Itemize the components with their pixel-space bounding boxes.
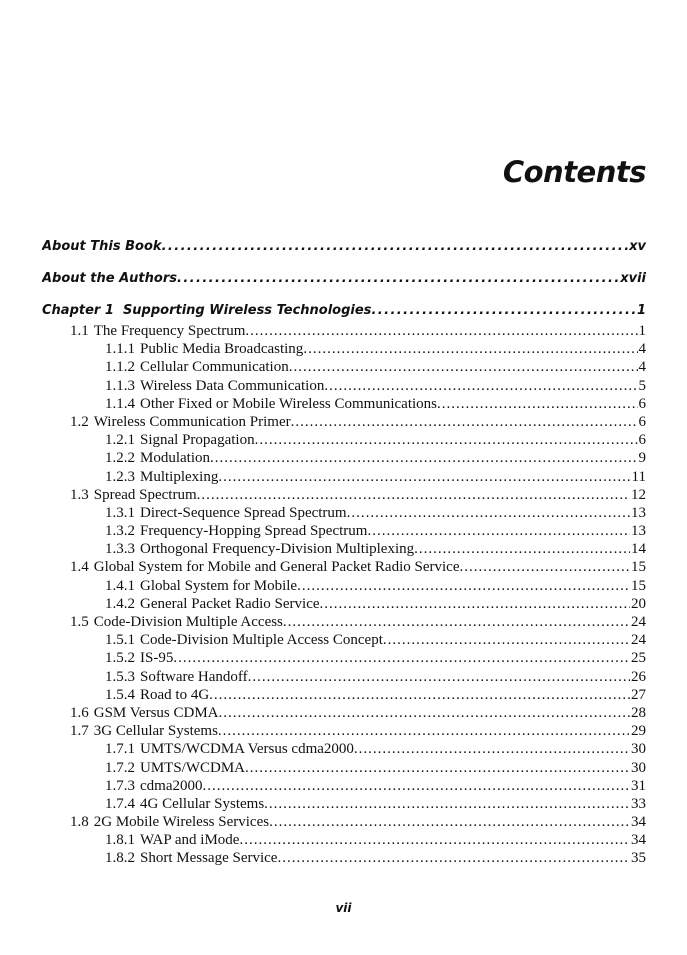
toc-entry-number: 1.5.1 <box>105 632 135 649</box>
toc-entry-page: 5 <box>638 377 646 394</box>
dot-leader <box>320 595 630 613</box>
table-of-contents <box>42 236 646 868</box>
toc-entry-number: 1.6 <box>70 704 89 721</box>
toc-entry-label <box>105 449 210 467</box>
toc-entry-page: 33 <box>631 795 646 812</box>
toc-entry-page: 4 <box>638 359 646 376</box>
toc-entry <box>42 813 646 831</box>
dot-leader <box>248 668 630 686</box>
toc-entry-page: 11 <box>631 468 646 485</box>
toc-entry-label <box>105 522 367 540</box>
toc-entry-page: 6 <box>638 413 646 430</box>
toc-entry-title: cdma2000 <box>140 777 203 794</box>
dot-leader <box>414 540 630 558</box>
toc-entry-page: 4 <box>638 341 646 358</box>
dot-leader <box>218 722 630 740</box>
dot-leader <box>371 300 636 321</box>
toc-entry-title: WAP and iMode <box>140 832 240 849</box>
toc-entry-title: Wireless Data Communication <box>140 377 325 394</box>
dot-leader <box>245 759 630 777</box>
toc-entry-number: 1.8.1 <box>105 832 135 849</box>
toc-entry-page: 15 <box>631 559 646 576</box>
dot-leader <box>367 522 630 540</box>
toc-entry-page: 35 <box>631 850 646 867</box>
toc-entry-page: 27 <box>631 686 646 703</box>
toc-entry-number: 1.5.3 <box>105 668 135 685</box>
dot-leader <box>197 486 630 504</box>
toc-entry-title: UMTS/WCDMA <box>140 759 246 776</box>
toc-entry-title: GSM Versus CDMA <box>93 704 219 721</box>
toc-entry-page: 20 <box>631 595 646 612</box>
dot-leader <box>255 431 638 449</box>
toc-entry-label <box>70 413 291 431</box>
toc-entry-number: 1.7 <box>70 723 89 740</box>
toc-entry-number: 1.3.2 <box>105 523 135 540</box>
toc-entry-title: Other Fixed or Mobile Wireless Communications <box>140 395 437 412</box>
toc-entry-about-this-book <box>42 236 646 257</box>
toc-entry-label: About This Book <box>42 239 162 254</box>
page-title: Contents <box>502 155 646 189</box>
toc-entry <box>42 777 646 795</box>
toc-entry-label <box>105 340 303 358</box>
toc-entry <box>42 322 646 340</box>
toc-entry-label <box>105 740 354 758</box>
dot-leader <box>218 468 630 486</box>
toc-entry <box>42 649 646 667</box>
toc-entry-page: 34 <box>631 814 646 831</box>
toc-entry-title: 2G Mobile Wireless Services <box>93 814 270 831</box>
toc-entry <box>42 831 646 849</box>
toc-entry-title: Global System for Mobile and General Packet Radio Service <box>93 559 460 576</box>
toc-entry <box>42 795 646 813</box>
toc-entry-label <box>105 504 347 522</box>
dot-leader <box>303 340 637 358</box>
toc-entry-title: General Packet Radio Service <box>140 595 320 612</box>
toc-entry-number: 1.5.4 <box>105 686 135 703</box>
toc-entry-label <box>105 358 289 376</box>
toc-entry <box>42 704 646 722</box>
toc-entry-title: Frequency-Hopping Spread Spectrum <box>140 523 368 540</box>
toc-entry-title: Cellular Communication <box>140 359 289 376</box>
dot-leader <box>460 558 631 576</box>
toc-entry-label <box>70 813 269 831</box>
toc-entry-title: Short Message Service <box>140 850 278 867</box>
toc-entry-number: 1.2.3 <box>105 468 135 485</box>
toc-entry <box>42 686 646 704</box>
toc-entry-title: 3G Cellular Systems <box>93 723 218 740</box>
toc-entry-number: 1.3.3 <box>105 541 135 558</box>
dot-leader <box>354 740 630 758</box>
toc-entry-label <box>70 486 197 504</box>
toc-entry <box>42 431 646 449</box>
toc-entry <box>42 449 646 467</box>
toc-entry-label <box>105 777 202 795</box>
toc-entry <box>42 849 646 867</box>
toc-entry-title: Global System for Mobile <box>140 577 298 594</box>
dot-leader <box>219 704 631 722</box>
toc-entry-number: 1.7.1 <box>105 741 135 758</box>
toc-entry-title: Software Handoff <box>140 668 248 685</box>
toc-entry-label <box>70 722 218 740</box>
toc-entry-title: IS-95 <box>140 650 174 667</box>
toc-entry-chapter-1 <box>42 300 646 321</box>
toc-entry-number: 1.7.3 <box>105 777 135 794</box>
toc-entry-title: Spread Spectrum <box>93 486 197 503</box>
toc-entry-title: Multiplexing <box>140 468 219 485</box>
toc-entry-label: Chapter 1 Supporting Wireless Technologies <box>42 303 372 318</box>
toc-entry-page: 24 <box>631 614 646 630</box>
toc-entry-title: Orthogonal Frequency-Division Multiplexing <box>140 541 415 558</box>
toc-entry <box>42 595 646 613</box>
toc-entry-number: 1.1 <box>70 323 89 339</box>
dot-leader <box>162 236 629 257</box>
dot-leader <box>269 813 630 831</box>
toc-entry-label <box>70 613 283 631</box>
toc-entry <box>42 558 646 576</box>
dot-leader <box>283 613 630 631</box>
toc-entry <box>42 668 646 686</box>
toc-entry-label <box>105 395 437 413</box>
toc-entry-page: 9 <box>638 450 646 467</box>
toc-entry-label <box>105 577 297 595</box>
toc-entry-title: Public Media Broadcasting <box>140 341 304 358</box>
toc-entry-number: 1.3 <box>70 486 89 503</box>
toc-entry-title: UMTS/WCDMA Versus cdma2000 <box>140 741 354 758</box>
toc-entry <box>42 468 646 486</box>
toc-entry-number: 1.7.4 <box>105 795 135 812</box>
toc-entry-page: 6 <box>638 395 646 412</box>
toc-entry-label <box>105 431 255 449</box>
dot-leader <box>324 377 637 395</box>
toc-entry-page: 14 <box>631 541 646 558</box>
toc-entry-page: 12 <box>631 486 646 503</box>
toc-entry-number: 1.4 <box>70 559 89 576</box>
toc-entry-number: 1.2.2 <box>105 450 135 467</box>
toc-entry-label <box>70 704 219 722</box>
toc-entry <box>42 377 646 395</box>
toc-entry-title: Modulation <box>140 450 210 467</box>
toc-entry <box>42 504 646 522</box>
toc-entry-label <box>105 849 277 867</box>
toc-entry-page: 29 <box>631 723 646 740</box>
toc-entry-number: 1.2 <box>70 413 89 430</box>
toc-entry-number: 1.7.2 <box>105 759 135 776</box>
dot-leader <box>297 577 630 595</box>
toc-entry <box>42 358 646 376</box>
toc-entry <box>42 722 646 740</box>
dot-leader <box>264 795 630 813</box>
toc-entry-page: 6 <box>638 432 646 449</box>
toc-entry-number: 1.4.1 <box>105 577 135 594</box>
toc-entry-number: 1.3.1 <box>105 504 135 521</box>
toc-entry-page: xv <box>629 239 646 254</box>
toc-entry-title: Code-Division Multiple Access <box>93 614 283 630</box>
toc-entry-page: 28 <box>631 704 646 721</box>
toc-entry-label <box>70 558 460 576</box>
toc-entry-page: 1 <box>636 303 646 318</box>
toc-entry <box>42 395 646 413</box>
dot-leader <box>209 686 630 704</box>
toc-entry <box>42 759 646 777</box>
toc-entry-page: 13 <box>631 523 646 540</box>
toc-entry-label <box>70 322 245 340</box>
dot-leader <box>239 831 630 849</box>
toc-entry-page: xvii <box>620 271 646 286</box>
toc-entry-page: 31 <box>631 777 646 794</box>
dot-leader <box>291 413 638 431</box>
toc-entry-title: Direct-Sequence Spread Spectrum <box>140 504 347 521</box>
toc-entry-number: 1.8.2 <box>105 850 135 867</box>
toc-entry <box>42 613 646 631</box>
toc-entry <box>42 577 646 595</box>
toc-entry-number: 1.1.3 <box>105 377 135 394</box>
toc-entry-label <box>105 540 414 558</box>
toc-entry <box>42 631 646 649</box>
toc-entry-title: 4G Cellular Systems <box>140 795 265 812</box>
toc-entry <box>42 413 646 431</box>
page-number: vii <box>335 901 352 915</box>
toc-entry <box>42 540 646 558</box>
toc-section-list <box>42 322 646 868</box>
toc-entry-number: 1.5 <box>70 614 89 630</box>
toc-entry-number: 1.4.2 <box>105 595 135 612</box>
toc-entry-label <box>105 649 173 667</box>
toc-entry-label <box>105 686 209 704</box>
dot-leader <box>277 849 630 867</box>
toc-entry-page: 34 <box>631 832 646 849</box>
toc-entry-label <box>105 831 239 849</box>
toc-entry-title: The Frequency Spectrum <box>93 323 246 339</box>
toc-entry-label <box>105 377 324 395</box>
toc-entry-number: 1.8 <box>70 814 89 831</box>
toc-entry <box>42 522 646 540</box>
toc-entry-about-the-authors <box>42 268 646 289</box>
toc-entry-label: About the Authors <box>42 271 177 286</box>
toc-entry-label <box>105 668 248 686</box>
dot-leader <box>289 358 638 376</box>
toc-entry-page: 25 <box>631 650 646 667</box>
toc-entry-label <box>105 759 245 777</box>
toc-entry-page: 30 <box>631 741 646 758</box>
toc-entry-page: 30 <box>631 759 646 776</box>
dot-leader <box>210 449 638 467</box>
dot-leader <box>177 268 619 289</box>
toc-entry <box>42 486 646 504</box>
dot-leader <box>383 631 630 649</box>
toc-entry <box>42 740 646 758</box>
toc-entry-page: 26 <box>631 668 646 685</box>
toc-entry-label <box>105 631 383 649</box>
toc-entry-title: Road to 4G <box>140 686 210 703</box>
toc-entry-page: 1 <box>638 323 646 339</box>
toc-entry-number: 1.5.2 <box>105 650 135 667</box>
dot-leader <box>347 504 630 522</box>
toc-entry-label <box>105 468 218 486</box>
toc-entry-number: 1.2.1 <box>105 432 135 449</box>
toc-entry <box>42 340 646 358</box>
toc-entry-title: Code-Division Multiple Access Concept <box>140 632 383 649</box>
dot-leader <box>173 649 630 667</box>
toc-entry-page: 15 <box>631 577 646 594</box>
toc-entry-label <box>105 795 264 813</box>
toc-entry-number: 1.1.2 <box>105 359 135 376</box>
toc-entry-title: Wireless Communication Primer <box>93 413 291 430</box>
dot-leader <box>437 395 638 413</box>
toc-entry-number: 1.1.1 <box>105 341 135 358</box>
toc-entry-number: 1.1.4 <box>105 395 135 412</box>
toc-entry-page: 13 <box>631 504 646 521</box>
toc-entry-page: 24 <box>631 632 646 649</box>
dot-leader <box>245 322 637 340</box>
dot-leader <box>202 777 630 795</box>
toc-entry-label <box>105 595 320 613</box>
toc-entry-title: Signal Propagation <box>140 432 255 449</box>
